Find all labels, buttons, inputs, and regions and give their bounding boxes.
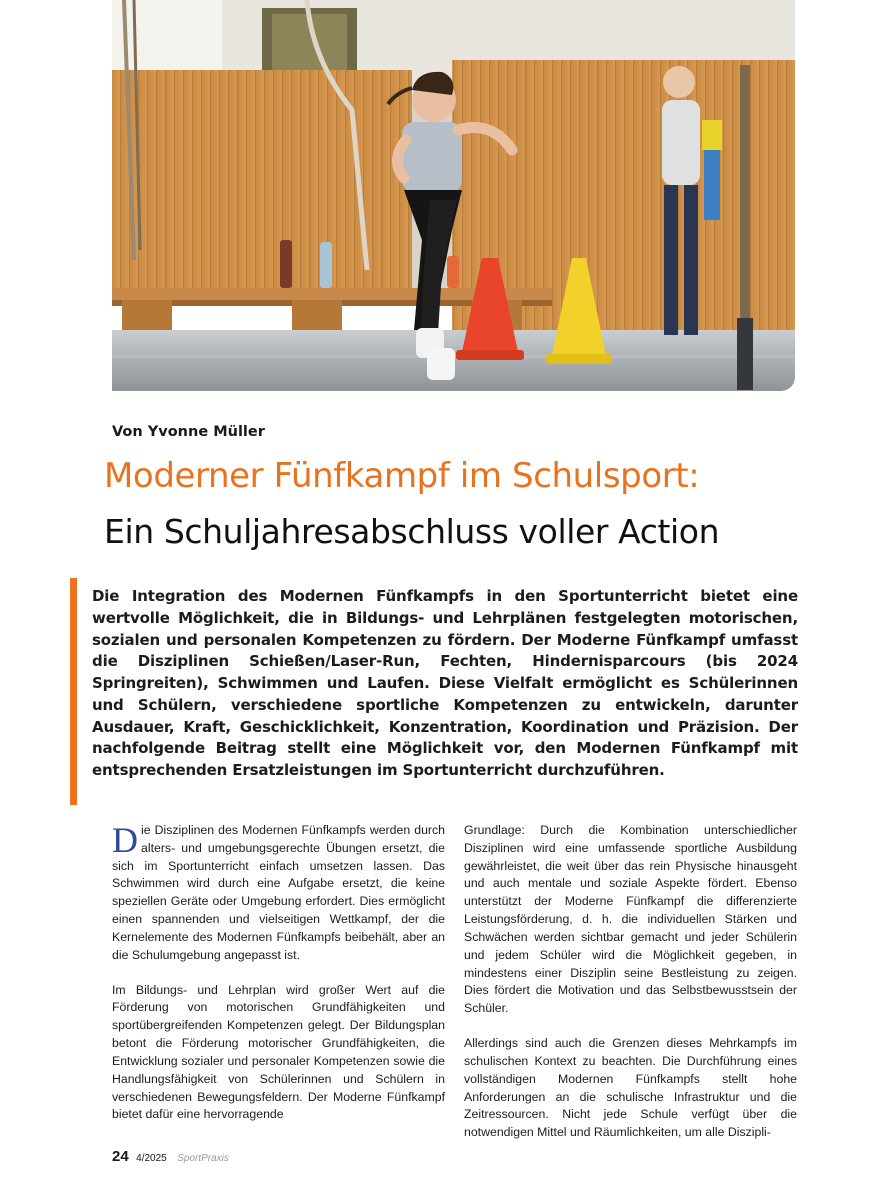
magazine-name: SportPraxis: [177, 1153, 229, 1164]
page-footer: [112, 1148, 229, 1166]
article-title-line2: Ein Schuljahresabschluss voller Action: [104, 512, 720, 551]
byline: Von Yvonne Müller: [112, 424, 265, 440]
body-paragraph: Allerdings sind auch die Grenzen dieses Mehrkampfs im schulischen Kontext zu beachten. Die Durchführung eines vollständigen Modernen Fünfkampfs stellt hohe Anforderungen an die schulische Infrastruktur und die Zeitressourcen. Nicht jede Schule verfügt über die notwendigen Mittel und Räumlichkeiten, um alle Diszipli-: [464, 1036, 797, 1140]
body-paragraph: Grundlage: Durch die Kombination unterschiedlicher Disziplinen wird eine umfassende sportliche Ausbildung gewährleistet, die weit über das rein Physische hinausgeht und auch mentale und soziale Aspekte fördert. Ebenso unterstützt der Moderne Fünfkampf die differenzierte Leistungsförderung, d. h. die individuellen Stärken und Schwächen werden sichtbar gemacht und jeder Schülerin und jedem Schüler wird die Möglichkeit gegeben, in mindestens einer Disziplin seine Bestleistung zu zeigen. Dies fördert die Motivation und das Selbstbewusstsein der Schüler.: [464, 823, 797, 1016]
body-column-right: [464, 822, 797, 1159]
body-column-left: [112, 822, 445, 1141]
lead-paragraph: Die Integration des Modernen Fünfkampfs in den Sportunterricht bietet eine wertvolle Möglichkeit, die in Bildungs- und Lehrplänen festgelegten motorischen, sozialen und personalen Kompetenzen zu fördern. Der Moderne Fünfkampf umfasst die Disziplinen Schießen/Laser-Run, Fechten, Hindernisparcours (bis 2024 Springreiten), Schwimmen und Laufen. Diese Vielfalt ermöglicht es Schülerinnen und Schülern, verschiedene sportliche Kompetenzen zu entwickeln, darunter Ausdauer, Kraft, Geschicklichkeit, Konzentration, Koordination und Präzision. Der nachfolgende Beitrag stellt eine Möglichkeit vor, den Modernen Fünfkampf mit entsprechenden Ersatzleistungen im Sportunterricht durchzuführen.: [92, 587, 798, 779]
body-paragraph: [112, 822, 445, 965]
dropcap: D: [112, 820, 138, 860]
issue-number: 4/2025: [136, 1153, 167, 1164]
article-title-line1: Moderner Fünfkampf im Schulsport:: [104, 456, 700, 496]
hero-photo: [112, 0, 795, 391]
page-number: 24: [112, 1148, 129, 1165]
body-paragraph-text: ie Disziplinen des Modernen Fünfkampfs werden durch alters- und umgebungsgerechte Übungen ersetzt, die sich im Sportunterricht einfach umsetzen lassen. Das Schwimmen wird durch eine Aufgabe ersetzt, die keine speziellen Geräte oder Umgebung erfordert. Dies ermöglicht einen spannenden und vielseitigen Wettkampf, der die Kernelemente des Modernen Fünfkampfs beibehält, aber an die Schulumgebung angepasst ist.: [112, 823, 445, 962]
body-paragraph: Im Bildungs- und Lehrplan wird großer Wert auf die Förderung von motorischen Grundfähigkeiten und sportübergreifenden Kompetenzen gelegt. Der Bildungsplan betont die Förderung motorischer Grundfähigkeiten, die Entwicklung sozialer und personaler Kompetenzen sowie die Handlungsfähigkeit von Schülerinnen und Schülern in verschiedenen Bewegungsfeldern. Der Moderne Fünfkampf bietet dafür eine hervorragende: [112, 982, 445, 1122]
lead-accent-bar: [70, 578, 77, 805]
